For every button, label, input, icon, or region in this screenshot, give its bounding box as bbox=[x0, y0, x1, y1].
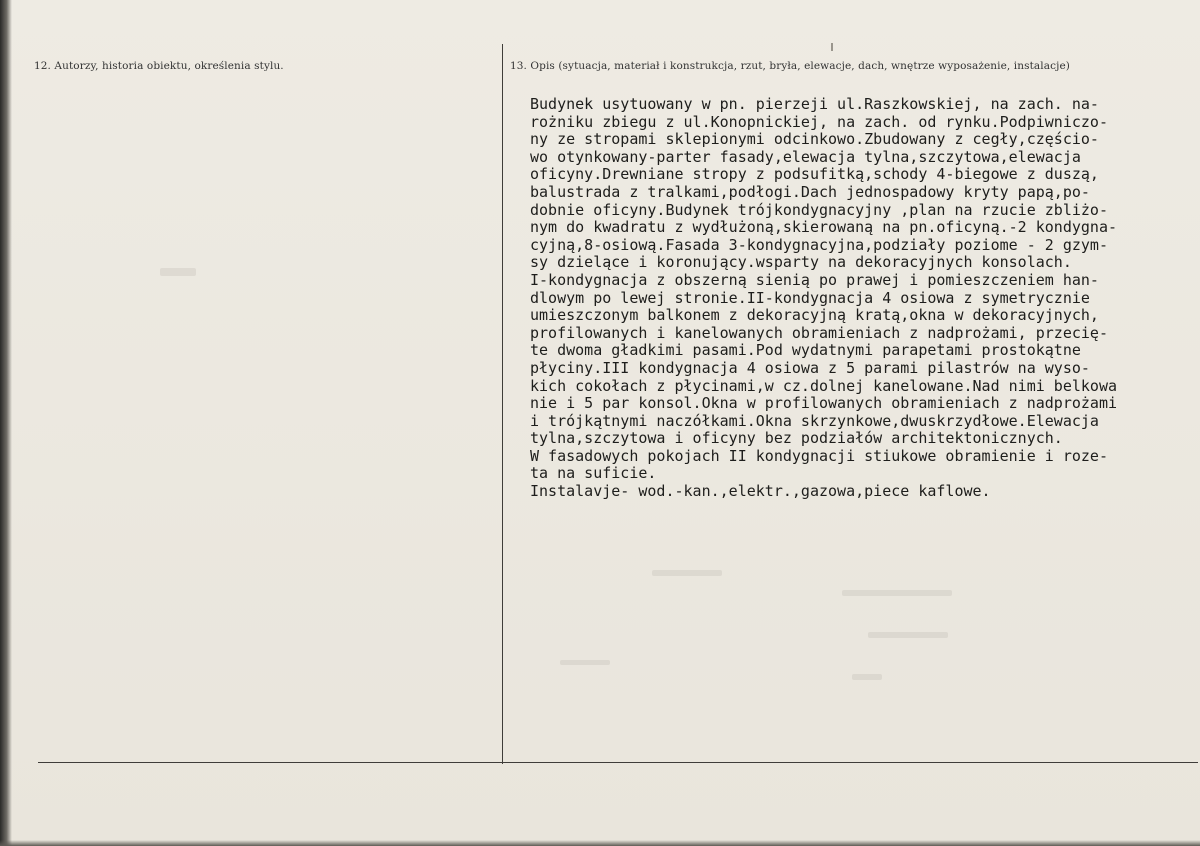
bleed-through-mark bbox=[560, 660, 610, 665]
field-13-label: 13. Opis (sytuacja, materiał i konstrukcja, rzut, bryła, elewacje, dach, wnętrze wyposażenie, instalacje) bbox=[510, 60, 1070, 72]
typed-line: dobnie oficyny.Budynek trójkondygnacyjny ,plan na rzucie zbliżo- bbox=[530, 200, 1108, 219]
column-divider bbox=[502, 44, 503, 764]
typed-line: Budynek usytuowany w pn. pierzeji ul.Raszkowskiej, na zach. na- bbox=[530, 96, 1099, 113]
typed-line: I-kondygnacja z obszerną sienią po prawej i pomieszczeniem han- bbox=[530, 270, 1099, 289]
bleed-through-mark bbox=[160, 268, 196, 276]
page-bottom-edge-shadow bbox=[0, 840, 1200, 846]
typed-line: i trójkątnymi naczółkami.Okna skrzynkowe,dwuskrzydłowe.Elewacja bbox=[530, 411, 1099, 430]
top-tick-mark bbox=[831, 43, 833, 51]
typed-line: balustrada z tralkami,podłogi.Dach jednospadowy kryty papą,po- bbox=[530, 182, 1090, 201]
typed-line: cyjną,8-osiową.Fasada 3-kondygnacyjna,podziały poziome - 2 gzym- bbox=[530, 235, 1108, 254]
bleed-through-mark bbox=[652, 570, 722, 576]
bleed-through-mark bbox=[868, 632, 948, 638]
bleed-through-mark bbox=[852, 674, 882, 680]
bottom-rule bbox=[38, 762, 1198, 763]
typed-line: płyciny.III kondygnacja 4 osiowa z 5 parami pilastrów na wyso- bbox=[530, 358, 1090, 377]
typed-line: tylna,szczytowa i oficyny bez podziałów architektonicznych. bbox=[530, 429, 1063, 448]
typed-line: profilowanych i kanelowanych obramieniach z nadprożami, przecię- bbox=[530, 323, 1108, 342]
typed-line: nie i 5 par konsol.Okna w profilowanych obramieniach z nadprożami bbox=[530, 394, 1117, 413]
typed-line: kich cokołach z płycinami,w cz.dolnej kanelowane.Nad nimi belkowa bbox=[530, 376, 1117, 395]
page-left-edge-shadow bbox=[0, 0, 12, 846]
typed-line: oficyny.Drewniane stropy z podsufitką,schody 4-biegowe z duszą, bbox=[530, 165, 1099, 184]
field-13-typed-text bbox=[530, 96, 1198, 501]
typed-line: wo otynkowany-parter fasady,elewacja tylna,szczytowa,elewacja bbox=[530, 147, 1081, 166]
bleed-through-mark bbox=[842, 590, 952, 596]
typed-line: umieszczonym balkonem z dekoracyjną kratą,okna w dekoracyjnych, bbox=[530, 306, 1099, 325]
field-12-label: 12. Autorzy, historia obiektu, określenia stylu. bbox=[34, 60, 284, 72]
typed-line: W fasadowych pokojach II kondygnacji stiukowe obramienie i roze- bbox=[530, 446, 1108, 465]
typed-line: nym do kwadratu z wydłużoną,skierowaną na pn.oficyną.-2 kondygna- bbox=[530, 218, 1117, 237]
typed-line: ny ze stropami sklepionymi odcinkowo.Zbudowany z cegły,częścio- bbox=[530, 130, 1099, 149]
typed-line: Instalavje- wod.-kan.,elektr.,gazowa,piece kaflowe. bbox=[530, 482, 991, 501]
typed-line: rożniku zbiegu z ul.Konopnickiej, na zach. od rynku.Podpiwniczo- bbox=[530, 112, 1108, 131]
typed-line: sy dzielące i koronujący.wsparty na dekoracyjnych konsolach. bbox=[530, 253, 1072, 272]
typed-line: dlowym po lewej stronie.II-kondygnacja 4 osiowa z symetrycznie bbox=[530, 288, 1090, 307]
typed-line: te dwoma gładkimi pasami.Pod wydatnymi parapetami prostokątne bbox=[530, 341, 1081, 360]
typed-line: ta na suficie. bbox=[530, 464, 657, 483]
